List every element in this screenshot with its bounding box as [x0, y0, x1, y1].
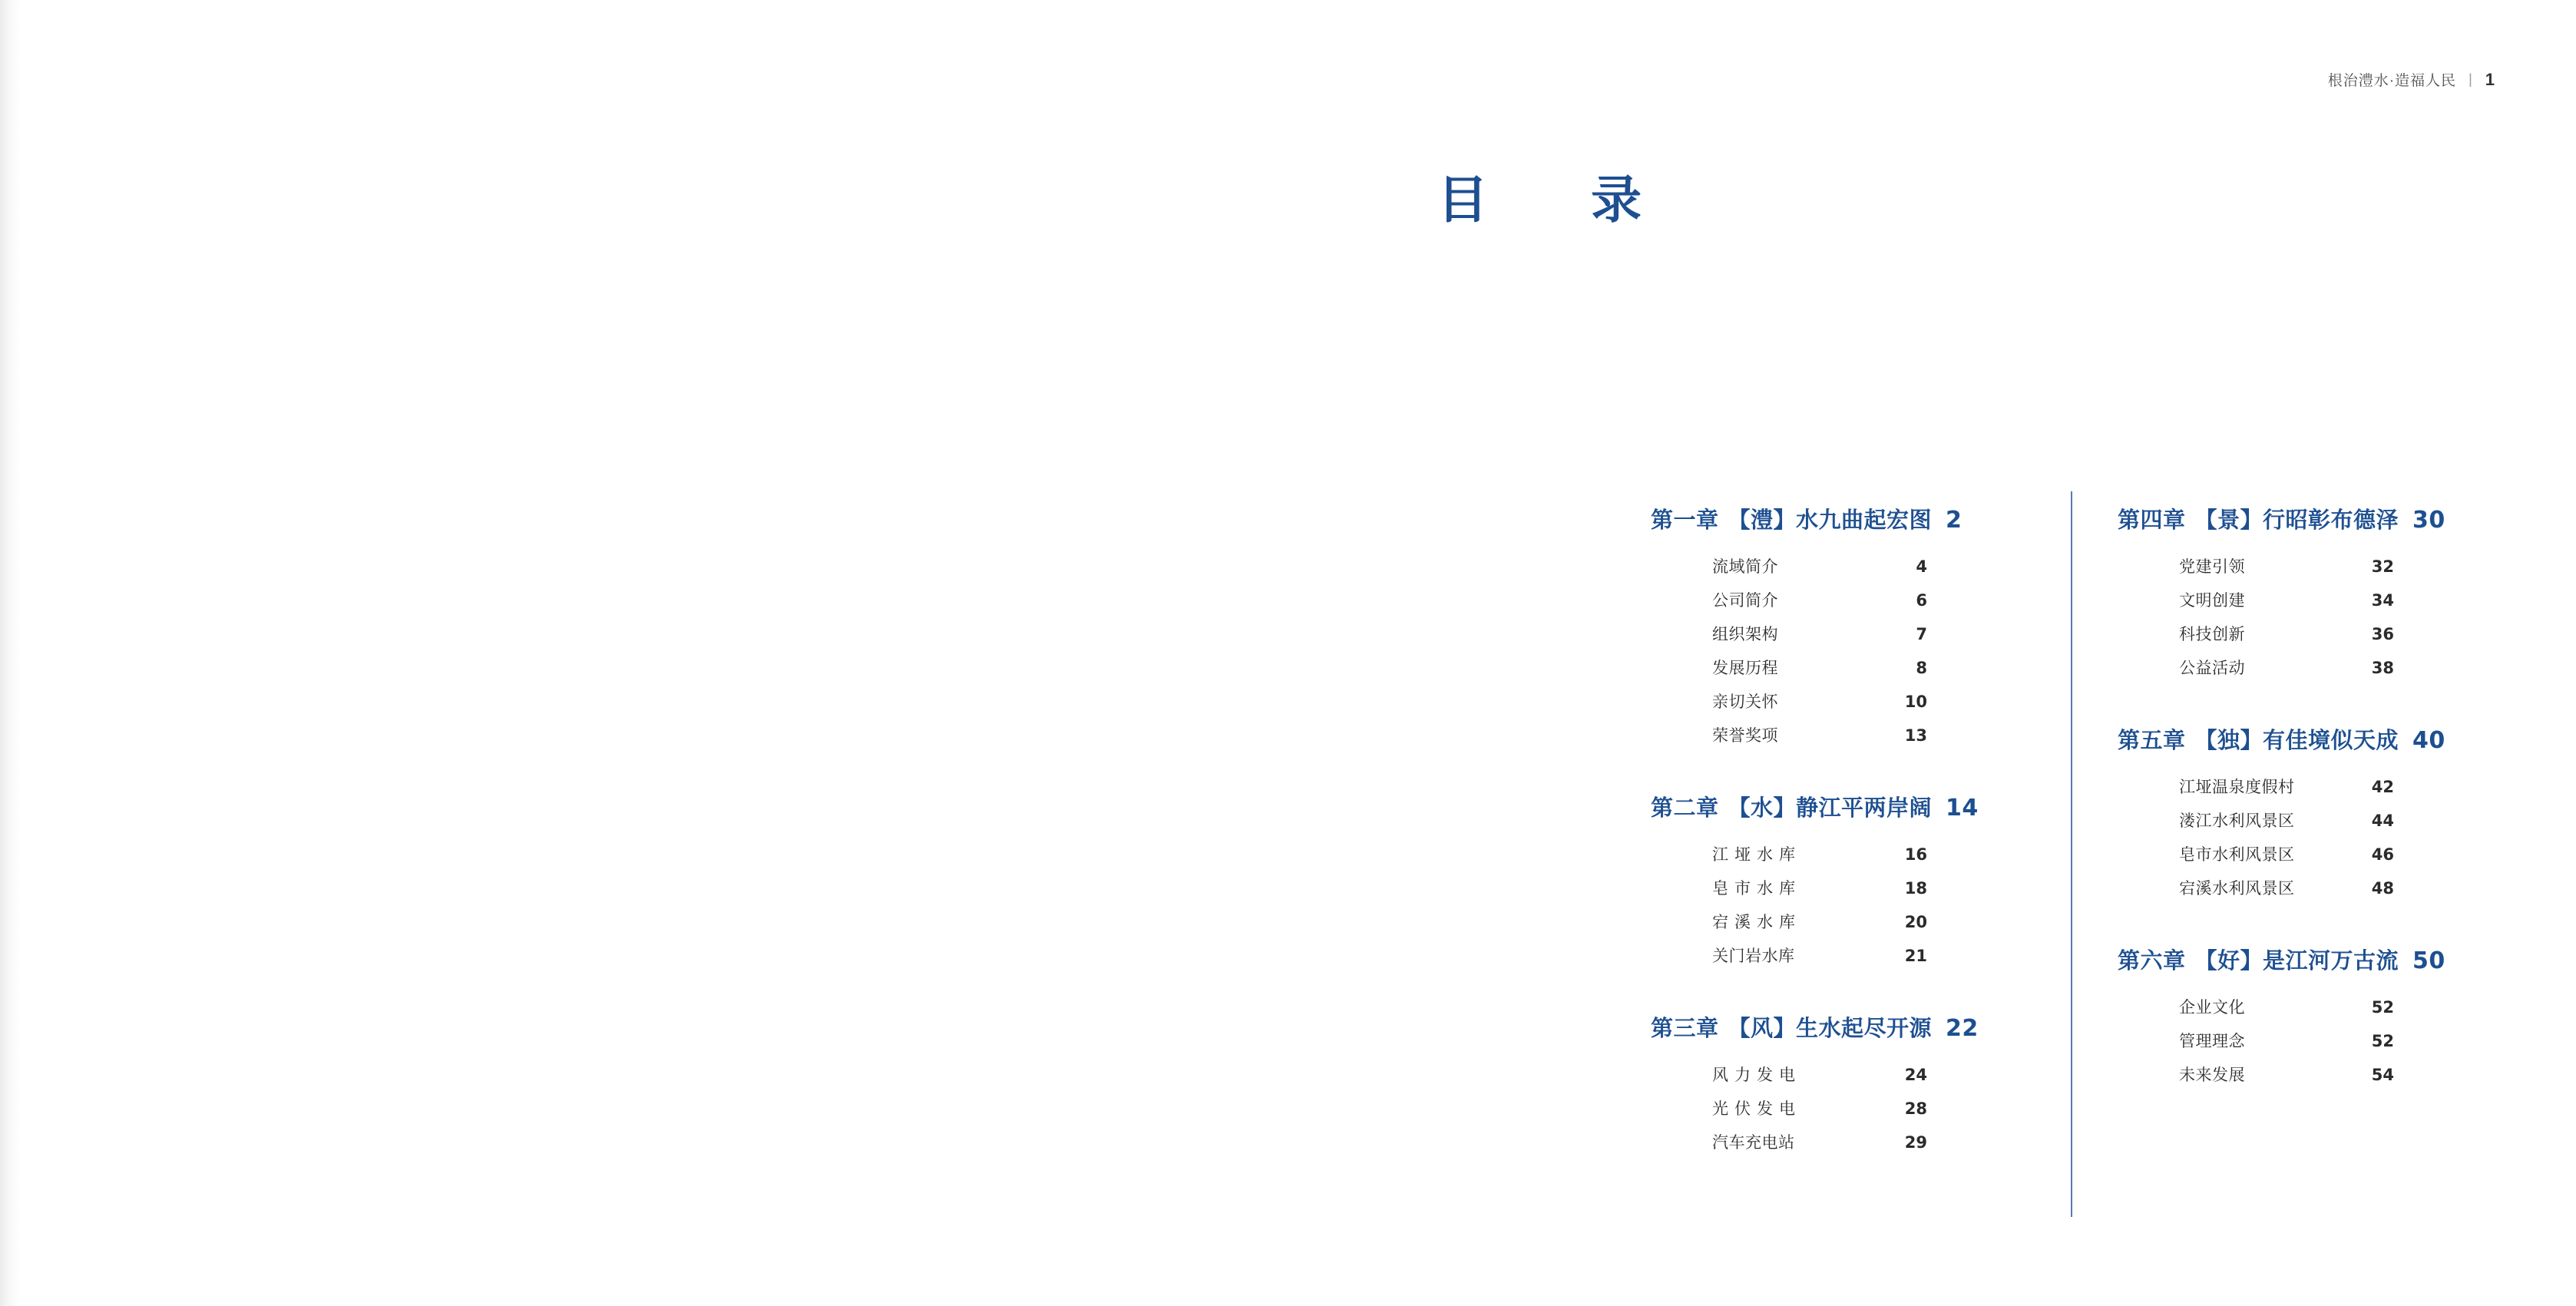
- chapter-entry-list: [2118, 775, 2486, 899]
- entry-page-number: 16: [1904, 845, 1927, 864]
- chapter-heading[interactable]: [1651, 791, 2019, 822]
- entry-page-number: 13: [1904, 726, 1927, 745]
- list-item[interactable]: [1712, 1063, 2019, 1086]
- entry-page-number: 24: [1904, 1066, 1927, 1084]
- chapter-entry-list: [1651, 554, 2019, 746]
- entry-name: 流域简介: [1712, 557, 1778, 576]
- running-header: [2328, 69, 2495, 90]
- list-item[interactable]: [1712, 876, 2019, 899]
- chapter-block: [2118, 503, 2486, 679]
- chapter-heading[interactable]: [2118, 723, 2486, 755]
- list-item[interactable]: [2179, 775, 2486, 798]
- entry-page-number: 32: [2371, 557, 2394, 576]
- entry-name: 组织架构: [1712, 625, 1778, 643]
- chapter-heading[interactable]: [1651, 1011, 2019, 1043]
- chapter-entry-list: [1651, 1063, 2019, 1153]
- chapter-page-number: 22: [1946, 1015, 1979, 1042]
- chapter-label: 第六章: [2118, 947, 2186, 974]
- chapter-block: [1651, 791, 2019, 967]
- chapter-name: 【景】行昭彰布德泽: [2194, 507, 2399, 533]
- entry-name: 党建引领: [2179, 557, 2245, 576]
- list-item[interactable]: [2179, 995, 2486, 1018]
- entry-page-number: 29: [1904, 1133, 1927, 1152]
- list-item[interactable]: [1712, 689, 2019, 713]
- chapter-heading[interactable]: [2118, 503, 2486, 534]
- entry-page-number: 10: [1904, 693, 1927, 711]
- entry-name: 企业文化: [2179, 998, 2245, 1017]
- chapter-name: 【好】是江河万古流: [2194, 947, 2399, 974]
- chapter-page-number: 30: [2412, 507, 2445, 534]
- entry-page-number: 6: [1916, 591, 1927, 610]
- list-item[interactable]: [2179, 876, 2486, 899]
- list-item[interactable]: [1712, 622, 2019, 645]
- chapter-name: 【独】有佳境似天成: [2194, 727, 2399, 753]
- entry-name: 皂市水利风景区: [2179, 845, 2295, 864]
- list-item[interactable]: [1712, 842, 2019, 865]
- list-item[interactable]: [1712, 723, 2019, 746]
- chapter-label: 第五章: [2118, 727, 2186, 753]
- chapter-entry-list: [1651, 842, 2019, 967]
- chapter-page-number: 40: [2412, 727, 2445, 754]
- entry-page-number: 28: [1904, 1099, 1927, 1118]
- entry-page-number: 46: [2371, 845, 2394, 864]
- entry-name: 管理理念: [2179, 1032, 2245, 1050]
- entry-page-number: 34: [2371, 591, 2394, 610]
- running-header-separator: |: [2469, 71, 2473, 87]
- running-header-text: 根治澧水·造福人民: [2327, 73, 2457, 89]
- entry-name: 江垭水库: [1712, 845, 1801, 864]
- entry-page-number: 4: [1916, 557, 1927, 576]
- entry-name: 宕溪水利风景区: [2179, 879, 2295, 898]
- list-item[interactable]: [2179, 1029, 2486, 1052]
- chapter-page-number: 14: [1946, 795, 1979, 822]
- entry-name: 溇江水利风景区: [2179, 812, 2295, 830]
- list-item[interactable]: [1712, 910, 2019, 933]
- toc-column-left: [1651, 503, 2019, 1153]
- entry-name: 科技创新: [2179, 625, 2245, 643]
- list-item[interactable]: [1712, 1096, 2019, 1119]
- entry-page-number: 7: [1916, 625, 1927, 643]
- page-title: 目 录: [1437, 170, 1668, 230]
- entry-page-number: 18: [1904, 879, 1927, 898]
- entry-name: 皂市水库: [1712, 879, 1801, 898]
- list-item[interactable]: [2179, 656, 2486, 679]
- list-item[interactable]: [1712, 554, 2019, 577]
- list-item[interactable]: [2179, 808, 2486, 832]
- list-item[interactable]: [1712, 944, 2019, 967]
- chapter-block: [1651, 503, 2019, 746]
- list-item[interactable]: [2179, 842, 2486, 865]
- entry-page-number: 54: [2371, 1066, 2394, 1084]
- entry-name: 未来发展: [2179, 1066, 2245, 1084]
- chapter-entry-list: [2118, 554, 2486, 679]
- entry-name: 公司简介: [1712, 591, 1778, 610]
- chapter-heading[interactable]: [2118, 944, 2486, 975]
- entry-name: 风力发电: [1712, 1066, 1801, 1084]
- entry-page-number: 38: [2371, 659, 2394, 677]
- list-item[interactable]: [2179, 622, 2486, 645]
- chapter-label: 第二章: [1651, 795, 1719, 821]
- entry-name: 关门岩水库: [1712, 947, 1795, 965]
- list-item[interactable]: [2179, 1063, 2486, 1086]
- toc-column-right: [2072, 503, 2486, 1153]
- list-item[interactable]: [1712, 656, 2019, 679]
- entry-page-number: 48: [2371, 879, 2394, 898]
- chapter-page-number: 50: [2412, 947, 2445, 974]
- chapter-block: [1651, 1011, 2019, 1153]
- entry-name: 汽车充电站: [1712, 1133, 1795, 1152]
- entry-page-number: 21: [1904, 947, 1927, 965]
- list-item[interactable]: [1712, 1130, 2019, 1153]
- chapter-block: [2118, 723, 2486, 899]
- entry-page-number: 52: [2371, 998, 2394, 1017]
- entry-name: 公益活动: [2179, 659, 2245, 677]
- chapter-name: 【水】静江平两岸阔: [1728, 795, 1933, 821]
- chapter-block: [2118, 944, 2486, 1086]
- entry-name: 亲切关怀: [1712, 693, 1778, 711]
- running-header-page-number: 1: [2485, 69, 2495, 89]
- entry-page-number: 42: [2371, 778, 2394, 796]
- chapter-entry-list: [2118, 995, 2486, 1086]
- entry-page-number: 20: [1904, 913, 1927, 931]
- page-spine-shading: [0, 0, 20, 1306]
- entry-name: 文明创建: [2179, 591, 2245, 610]
- chapter-name: 【风】生水起尽开源: [1728, 1015, 1933, 1041]
- list-item[interactable]: [2179, 554, 2486, 577]
- chapter-page-number: 2: [1946, 507, 1963, 534]
- entry-page-number: 44: [2371, 812, 2394, 830]
- table-of-contents: [1651, 503, 2511, 1153]
- chapter-label: 第四章: [2118, 507, 2186, 533]
- entry-name: 江垭温泉度假村: [2179, 778, 2295, 796]
- entry-name: 荣誉奖项: [1712, 726, 1778, 745]
- list-item[interactable]: [2179, 588, 2486, 611]
- entry-page-number: 52: [2371, 1032, 2394, 1050]
- chapter-label: 第三章: [1651, 1015, 1719, 1041]
- entry-name: 光伏发电: [1712, 1099, 1801, 1118]
- entry-page-number: 36: [2371, 625, 2394, 643]
- chapter-label: 第一章: [1651, 507, 1719, 533]
- chapter-heading[interactable]: [1651, 503, 2019, 534]
- chapter-name: 【澧】水九曲起宏图: [1728, 507, 1933, 533]
- entry-name: 发展历程: [1712, 659, 1778, 677]
- entry-page-number: 8: [1916, 659, 1927, 677]
- entry-name: 宕溪水库: [1712, 913, 1801, 931]
- list-item[interactable]: [1712, 588, 2019, 611]
